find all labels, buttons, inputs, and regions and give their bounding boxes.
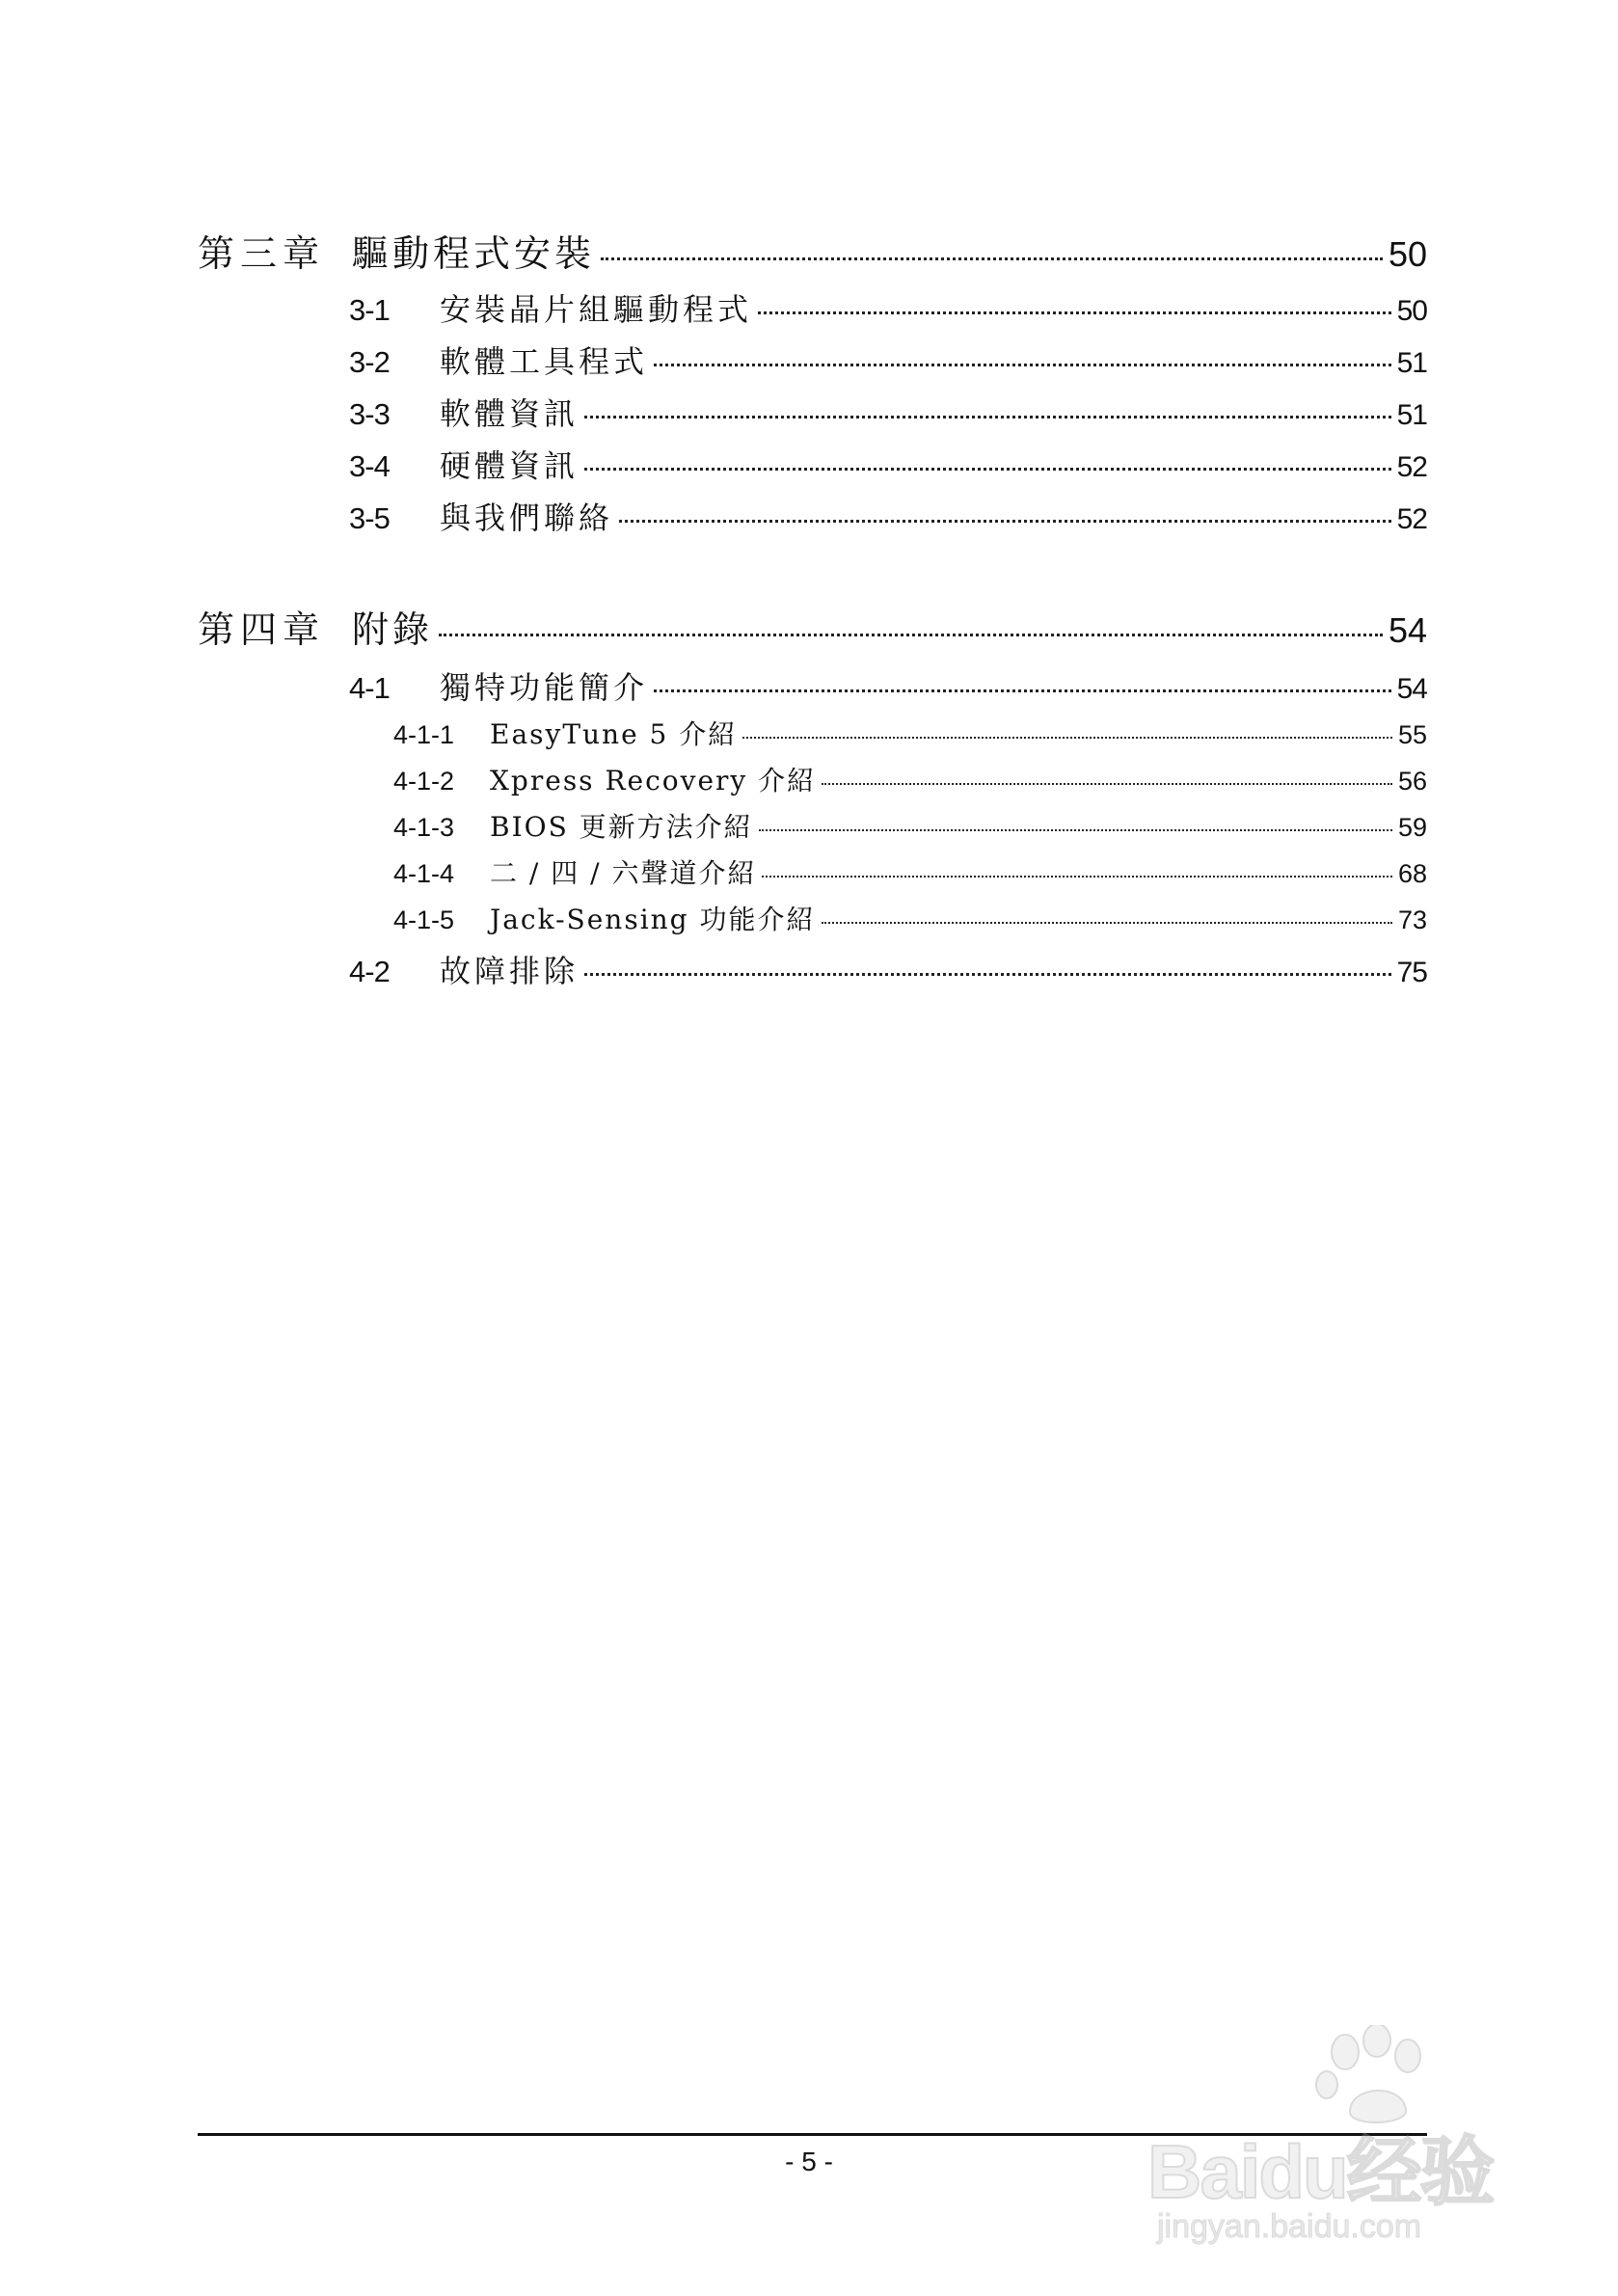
toc-title: 軟體資訊: [440, 395, 580, 432]
toc-page: 52: [1396, 503, 1427, 535]
baidu-watermark: [1128, 2025, 1533, 2247]
toc-number: 第三章: [198, 232, 326, 275]
toc-sub-4-1-3[interactable]: [393, 806, 1427, 845]
toc-page: 75: [1396, 957, 1427, 988]
toc-page: 73: [1397, 905, 1427, 934]
toc-title: 與我們聯絡: [440, 500, 614, 536]
toc-title: 故障排除: [440, 953, 580, 989]
dot-leader: [619, 520, 1391, 523]
dot-leader: [601, 257, 1383, 260]
toc-title: 獨特功能簡介: [440, 669, 649, 706]
toc-title: Xpress Recovery 介紹: [490, 765, 817, 797]
toc-number: 3-5: [349, 501, 390, 535]
dot-leader: [742, 737, 1392, 739]
toc-title: BIOS 更新方法介紹: [490, 811, 753, 843]
dot-leader: [439, 634, 1383, 636]
dot-leader: [758, 311, 1391, 314]
toc-title: Jack-Sensing 功能介紹: [490, 904, 816, 935]
toc-section-3-2[interactable]: [349, 338, 1427, 382]
toc-section-3-1[interactable]: [349, 285, 1427, 330]
toc-page: 54: [1388, 610, 1427, 650]
toc-title: EasyTune 5 介紹: [490, 718, 738, 750]
toc-section-3-4[interactable]: [349, 442, 1427, 486]
toc-page: 59: [1397, 813, 1427, 842]
toc-chapter-4[interactable]: [198, 600, 1427, 653]
dot-leader: [822, 783, 1392, 785]
dot-leader: [584, 973, 1391, 976]
toc-page: 68: [1397, 859, 1427, 888]
toc-title: 附錄: [352, 608, 434, 651]
toc-section-3-5[interactable]: [349, 494, 1427, 538]
toc-sub-4-1-2[interactable]: [393, 760, 1427, 798]
toc-number: 4-1-2: [393, 767, 455, 796]
dot-leader: [654, 689, 1391, 692]
toc-page: 51: [1396, 399, 1427, 431]
dot-leader: [584, 468, 1391, 471]
toc-title: 硬體資訊: [440, 447, 580, 484]
toc-chapter-3[interactable]: [198, 224, 1427, 277]
toc-number: 3-1: [349, 293, 390, 327]
dot-leader: [762, 876, 1391, 878]
toc-number: 3-3: [349, 397, 390, 431]
toc-page: 52: [1396, 451, 1427, 483]
watermark-logo: Baidu经验: [1147, 2129, 1494, 2214]
toc-number: 3-2: [349, 345, 390, 379]
dot-leader: [654, 364, 1391, 366]
page-number: - 5 -: [785, 2147, 833, 2176]
dot-leader: [822, 922, 1392, 924]
toc-title: 二 / 四 / 六聲道介紹: [490, 857, 757, 889]
dot-leader: [759, 829, 1392, 831]
toc-number: 3-4: [349, 449, 390, 483]
toc-section-4-1[interactable]: [349, 663, 1427, 708]
watermark-url: jingyan.baidu.com: [1157, 2208, 1422, 2245]
toc-title: 驅動程式安裝: [352, 232, 596, 275]
toc-number: 4-1-3: [393, 813, 455, 842]
toc-title: 安裝晶片組驅動程式: [440, 291, 753, 328]
toc-sub-4-1-4[interactable]: [393, 852, 1427, 891]
toc-page: 51: [1396, 347, 1427, 379]
toc-page: 55: [1397, 720, 1427, 749]
toc-section-4-2[interactable]: [349, 947, 1427, 991]
toc-title: 軟體工具程式: [440, 343, 649, 380]
toc-page: 54: [1396, 673, 1427, 705]
toc-number: 4-1-1: [393, 720, 455, 749]
toc-number: 4-1: [349, 671, 390, 705]
toc-number: 4-1-4: [393, 859, 455, 888]
toc-sub-4-1-1[interactable]: [393, 714, 1427, 752]
toc-page: 50: [1396, 295, 1427, 327]
toc-sub-4-1-5[interactable]: [393, 899, 1427, 937]
dot-leader: [584, 416, 1391, 419]
toc-page: 56: [1397, 767, 1427, 796]
toc-section-3-3[interactable]: [349, 390, 1427, 434]
toc-number: 4-1-5: [393, 905, 455, 934]
toc-number: 4-2: [349, 955, 390, 988]
toc-number: 第四章: [198, 608, 326, 651]
toc-page: 50: [1388, 234, 1427, 274]
